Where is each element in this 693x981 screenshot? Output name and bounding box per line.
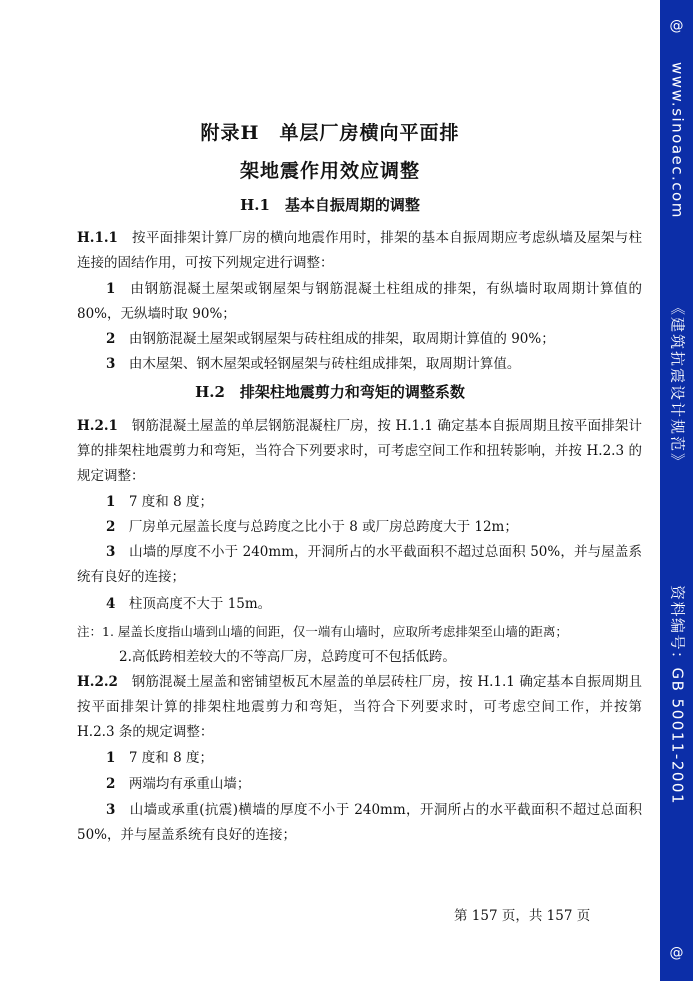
item-text: 柱顶高度不大于 15m。 bbox=[128, 596, 272, 612]
item-text: 厂房单元屋盖长度与总跨度之比小于 8 或厂房总跨度大于 12m； bbox=[128, 519, 518, 535]
clause-h2-2 bbox=[77, 670, 642, 745]
clause-text: 按平面排架计算厂房的横向地震作用时，排架的基本自振周期应考虑纵墙及屋架与柱连接的固结作用，可按下列规定进行调整： bbox=[77, 230, 643, 271]
list-item bbox=[77, 352, 642, 377]
at-symbol-bottom: @ bbox=[669, 945, 684, 961]
item-number: 2 bbox=[106, 519, 116, 535]
item-text: 由木屋架、钢木屋架或轻钢屋架与砖柱组成排架，取周期计算值。 bbox=[128, 356, 521, 372]
list-item bbox=[77, 540, 642, 590]
section-title-h2: H.2 排架柱地震剪力和弯矩的调整系数 bbox=[195, 383, 465, 401]
item-number: 1 bbox=[106, 494, 116, 510]
item-text: 山墙的厚度不小于 240mm，开洞所占的水平截面积不超过总面积 50%，并与屋盖系统有良好的连接； bbox=[77, 544, 642, 585]
list-item bbox=[77, 490, 642, 515]
clause-number: H.2.2 bbox=[77, 674, 118, 690]
at-symbol-top: @ bbox=[669, 18, 684, 34]
section-title-h1: H.1 基本自振周期的调整 bbox=[240, 196, 420, 214]
list-item bbox=[77, 277, 642, 327]
clause-h1-1 bbox=[77, 226, 642, 276]
clause-number: H.1.1 bbox=[77, 230, 118, 246]
item-number: 1 bbox=[106, 281, 116, 297]
item-text: 由钢筋混凝土屋架或钢屋架与钢筋混凝土柱组成的排架，有纵墙时取周期计算值的 80%，无纵墙时取 90%； bbox=[77, 281, 643, 322]
list-item bbox=[77, 798, 642, 848]
list-item bbox=[77, 746, 642, 771]
document-code: 资料编号：GB 50011-2001 bbox=[668, 585, 686, 805]
clause-text: 钢筋混凝土屋盖的单层钢筋混凝柱厂房，按 H.1.1 确定基本自振周期且按平面排架计算的排架柱地震剪力和弯矩，当符合下列要求时，可考虑空间工作和扭转影响，并按 H.2.3 的规定调整： bbox=[77, 418, 642, 484]
note-1: 注：1. 屋盖长度指山墙到山墙的间距，仅一端有山墙时，应取所考虑排架至山墙的距离； bbox=[77, 624, 568, 639]
item-number: 4 bbox=[106, 596, 116, 612]
list-item bbox=[77, 515, 642, 540]
list-item bbox=[77, 327, 642, 352]
item-text: 两端均有承重山墙； bbox=[128, 776, 251, 792]
book-title: 《建筑抗震设计规范》 bbox=[668, 300, 686, 471]
website-url: www.sinoaec.com bbox=[668, 62, 686, 219]
item-number: 2 bbox=[106, 331, 116, 347]
clause-h2-1 bbox=[77, 414, 642, 489]
item-text: 由钢筋混凝土屋架或钢屋架与砖柱组成的排架，取周期计算值的 90%； bbox=[128, 331, 555, 347]
note-2: 2.高低跨相差较大的不等高厂房，总跨度可不包括低跨。 bbox=[119, 649, 456, 665]
item-number: 2 bbox=[106, 776, 116, 792]
item-number: 1 bbox=[106, 750, 116, 766]
appendix-title-line2: 架地震作用效应调整 bbox=[239, 160, 420, 182]
item-text: 7 度和 8 度； bbox=[128, 494, 213, 510]
item-text: 7 度和 8 度； bbox=[128, 750, 213, 766]
page-number: 第 157 页，共 157 页 bbox=[454, 908, 591, 924]
item-text: 山墙或承重(抗震)横墙的厚度不小于 240mm，开洞所占的水平截面积不超过总面积 50%，并与屋盖系统有良好的连接； bbox=[77, 802, 642, 843]
list-item bbox=[77, 772, 642, 797]
clause-text: 钢筋混凝土屋盖和密铺望板瓦木屋盖的单层砖柱厂房，按 H.1.1 确定基本自振周期且按平面排架计算的排架柱地震剪力和弯矩，当符合下列要求时，可考虑空间工作，并按第 H.2.3 条的规定调整： bbox=[77, 674, 642, 740]
item-number: 3 bbox=[106, 356, 116, 372]
appendix-title-line1: 附录H 单层厂房横向平面排 bbox=[200, 122, 460, 144]
list-item bbox=[77, 592, 642, 617]
item-number: 3 bbox=[106, 802, 116, 818]
clause-number: H.2.1 bbox=[77, 418, 118, 434]
sidebar-banner bbox=[660, 0, 693, 981]
item-number: 3 bbox=[106, 544, 116, 560]
